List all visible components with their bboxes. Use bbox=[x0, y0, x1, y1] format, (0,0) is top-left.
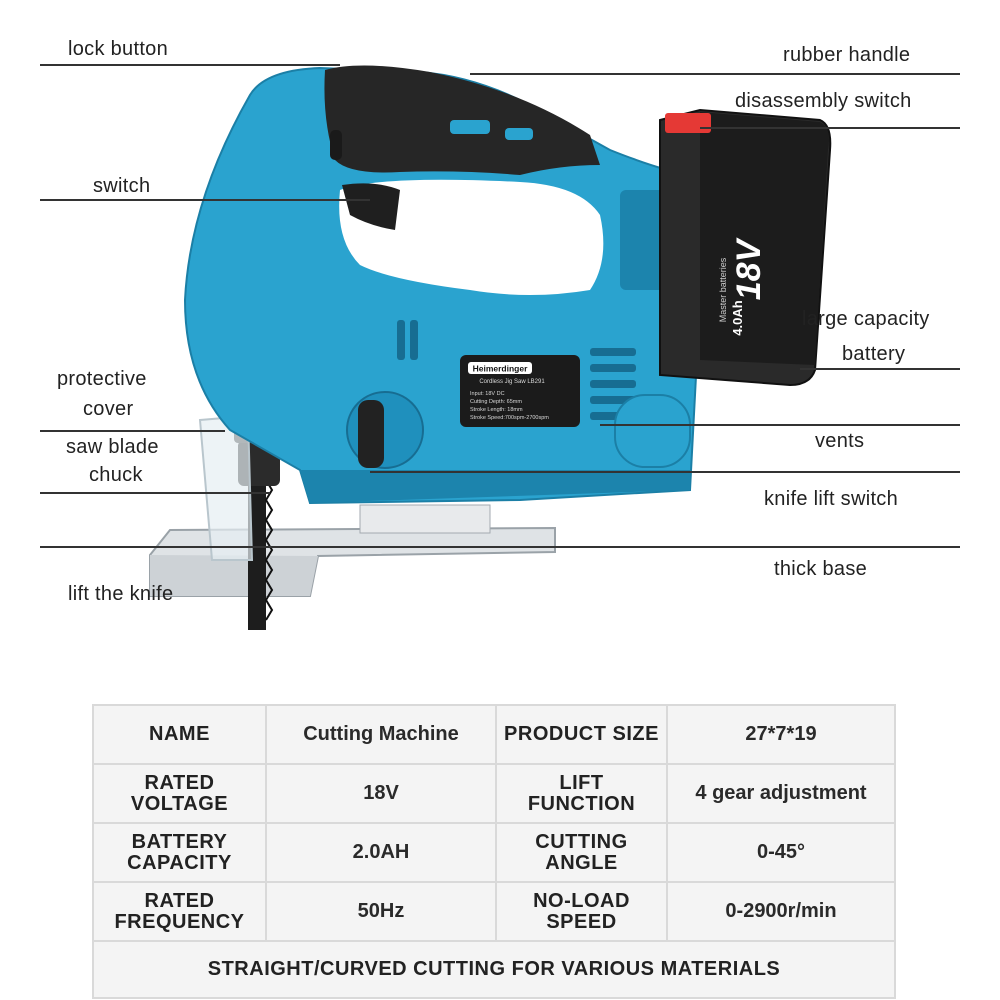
nameplate-depth: Cutting Depth: 65mm bbox=[470, 399, 522, 405]
spec-key: RATED VOLTAGE bbox=[93, 764, 266, 823]
leader-lock-button bbox=[40, 64, 340, 66]
label-saw-blade-chuck-line1: saw blade bbox=[66, 436, 159, 458]
label-lift-the-knife: lift the knife bbox=[68, 583, 174, 605]
spec-value: 0-45° bbox=[667, 823, 895, 882]
spec-value: 50Hz bbox=[266, 882, 496, 941]
spec-row bbox=[93, 705, 895, 764]
label-thick-base: thick base bbox=[774, 558, 868, 580]
nameplate-input: Input: 18V DC bbox=[470, 391, 505, 397]
label-switch: switch bbox=[93, 175, 151, 197]
spec-key: NO-LOAD SPEED bbox=[496, 882, 667, 941]
leader-thick-base bbox=[40, 546, 960, 548]
nameplate bbox=[460, 355, 580, 427]
leader-saw-blade-chuck bbox=[40, 492, 270, 494]
label-protective-cover-line1: protective bbox=[57, 368, 147, 390]
label-battery-line1: large capacity bbox=[802, 308, 930, 330]
spec-row bbox=[93, 764, 895, 823]
spec-row bbox=[93, 882, 895, 941]
spec-key: RATED FREQUENCY bbox=[93, 882, 266, 941]
label-lock-button: lock button bbox=[68, 38, 169, 60]
label-vents: vents bbox=[815, 430, 865, 452]
tool-body bbox=[185, 65, 700, 503]
spec-value: 0-2900r/min bbox=[667, 882, 895, 941]
spec-value: 27*7*19 bbox=[667, 705, 895, 764]
leader-protective-cover bbox=[40, 430, 225, 432]
nameplate-model: Cordless Jig Saw LB291 bbox=[479, 379, 545, 385]
spec-key: BATTERY CAPACITY bbox=[93, 823, 266, 882]
spec-key: LIFT FUNCTION bbox=[496, 764, 667, 823]
spec-key: NAME bbox=[93, 705, 266, 764]
label-battery-line2: battery bbox=[842, 343, 906, 365]
label-saw-blade-chuck-line2: chuck bbox=[89, 464, 143, 486]
spec-footer-row bbox=[93, 941, 895, 998]
battery-pack bbox=[660, 110, 830, 385]
battery-voltage: 18V bbox=[730, 239, 768, 301]
spec-value: Cutting Machine bbox=[266, 705, 496, 764]
spec-value: 4 gear adjustment bbox=[667, 764, 895, 823]
leader-vents bbox=[600, 424, 960, 426]
spec-key: PRODUCT SIZE bbox=[496, 705, 667, 764]
nameplate-stroke: Stroke Length: 18mm bbox=[470, 407, 523, 413]
leader-switch bbox=[40, 199, 370, 201]
label-protective-cover-line2: cover bbox=[83, 398, 134, 420]
nameplate-speed: Stroke Speed:700spm-2700spm bbox=[470, 415, 549, 421]
spec-value: 2.0AH bbox=[266, 823, 496, 882]
spec-row bbox=[93, 823, 895, 882]
leader-rubber-handle bbox=[470, 73, 960, 75]
leader-knife-lift-switch bbox=[370, 471, 960, 473]
label-rubber-handle: rubber handle bbox=[783, 44, 911, 66]
leader-battery bbox=[800, 368, 960, 370]
label-disassembly-switch: disassembly switch bbox=[735, 90, 912, 112]
nameplate-brand: Heimerdinger bbox=[472, 363, 528, 374]
spec-footer: STRAIGHT/CURVED CUTTING FOR VARIOUS MATERIALS bbox=[93, 941, 895, 998]
spec-key: CUTTING ANGLE bbox=[496, 823, 667, 882]
label-knife-lift-switch: knife lift switch bbox=[764, 488, 899, 510]
battery-capacity-mark: 4.0Ah bbox=[730, 300, 745, 336]
spec-table bbox=[92, 704, 896, 999]
battery-release-button bbox=[665, 113, 711, 133]
leader-disassembly-switch bbox=[700, 127, 960, 129]
knife-lift-lever bbox=[347, 392, 423, 468]
battery-brand: Master batteries bbox=[718, 257, 728, 323]
spec-value: 18V bbox=[266, 764, 496, 823]
